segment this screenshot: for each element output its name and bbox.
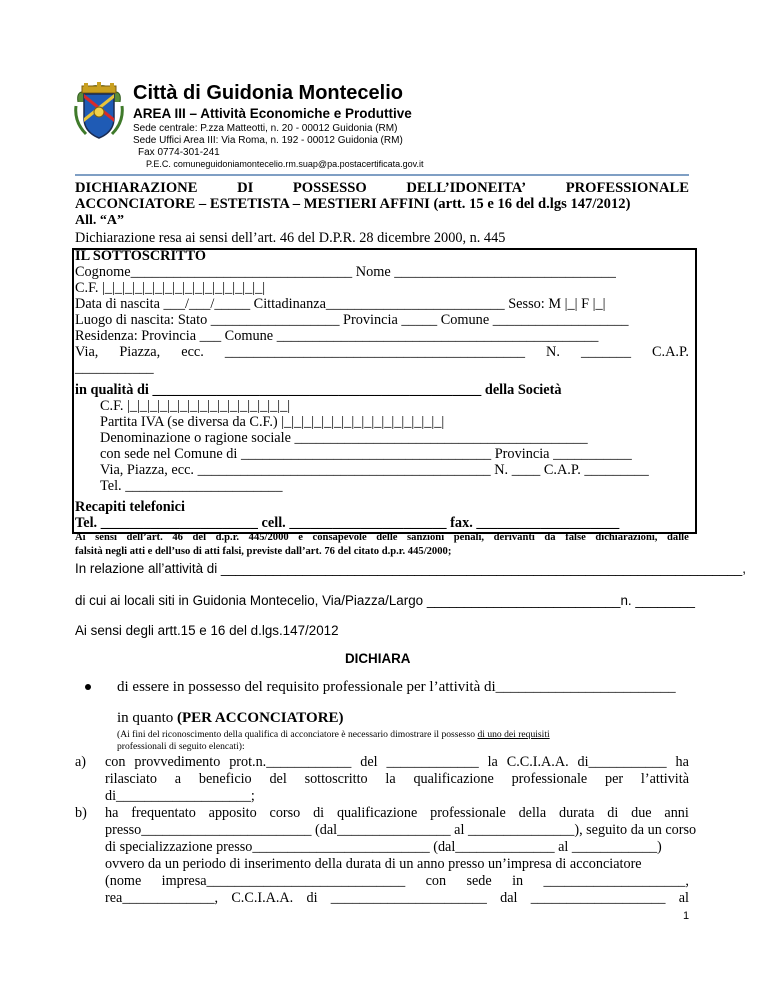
street-word: Piazza,	[119, 344, 161, 360]
birth-date-field[interactable]: Data di nascita ___/___/_____ Cittadinanza_________________________ Sesso: M |_| F |_|	[75, 296, 606, 312]
item-word: ha	[105, 805, 119, 821]
residence-field[interactable]: Residenza: Provincia ___ Comune _____________________________________________	[75, 328, 599, 344]
item-word: di	[306, 890, 318, 906]
item-word: di	[313, 805, 325, 821]
attachment-label: All. “A”	[75, 213, 124, 228]
item-b-line4: ovvero da un periodo di inserimento della durata di un anno presso un’impresa di acconciatore	[105, 856, 642, 872]
item-word: impresa____________________________	[161, 873, 406, 889]
title-word: PROFESSIONALE	[565, 180, 689, 196]
item-a-line2	[105, 771, 689, 788]
item-word: per	[605, 771, 624, 787]
item-word: a	[174, 771, 182, 787]
item-word: due	[631, 805, 652, 821]
warning-word: e	[298, 532, 303, 543]
address-main: Sede centrale: P.zza Matteotti, n. 20 - 00012 Guidonia (RM)	[133, 123, 398, 134]
item-word: frequentato	[131, 805, 196, 821]
legal-warning-line1	[75, 532, 689, 543]
item-word: rea_____________,	[105, 890, 219, 906]
item-word: ____________________,	[543, 873, 689, 889]
birth-place-field[interactable]: Luogo di nascita: Stato __________________ Provincia _____ Comune ___________________	[75, 312, 629, 328]
item-b-line3[interactable]: di specializzazione presso_________________________ (dal______________ al ____________)	[105, 839, 662, 855]
item-word: con	[425, 873, 447, 889]
item-word: del	[269, 771, 287, 787]
item-word: apposito	[208, 805, 257, 821]
warning-word: delle	[376, 532, 398, 543]
professional-requirement-field[interactable]: di essere in possesso del requisito professionale per l’attività di________________________	[117, 679, 676, 695]
street-word: N.	[546, 344, 560, 360]
item-word: beneficio	[198, 771, 252, 787]
contacts-fields[interactable]: Tel. ______________________ cell. ______________________ fax. ____________________	[75, 515, 620, 531]
item-word: professionale	[511, 771, 588, 787]
warning-word: dell’art.	[126, 532, 163, 543]
item-word: in	[512, 873, 524, 889]
item-b-line2[interactable]: presso________________________ (dal________________ al _______________), seguito da un corso	[105, 822, 697, 838]
item-b-line1	[105, 805, 689, 822]
item-word: ______________________	[330, 890, 487, 906]
item-word: al	[678, 890, 689, 906]
postal-code-field[interactable]: ___________	[75, 360, 154, 376]
item-a-line3[interactable]: di___________________;	[105, 788, 255, 804]
fax-number: Fax 0774-301-241	[138, 147, 220, 158]
document-title-line1	[75, 180, 689, 197]
item-word: ___________________	[530, 890, 666, 906]
bullet-icon	[85, 684, 91, 690]
item-word: C.C.I.A.A.	[506, 754, 569, 770]
warning-word: sanzioni	[407, 532, 445, 543]
item-word: anni	[664, 805, 689, 821]
item-word: C.C.I.A.A.	[231, 890, 294, 906]
company-seat-field[interactable]: con sede nel Comune di ___________________________________ Provincia ___________	[100, 446, 632, 462]
warning-word: penali,	[453, 532, 485, 543]
item-word: _____________	[386, 754, 479, 770]
dichiara-heading: DICHIARA	[345, 651, 411, 666]
street-word: ecc.	[181, 344, 204, 360]
warning-word: Ai	[75, 532, 86, 543]
item-word: ha	[675, 754, 689, 770]
warning-word: d.p.r.	[215, 532, 240, 543]
municipal-crest-logo	[72, 82, 126, 142]
acconciatore-line	[117, 710, 344, 727]
item-word: sottoscritto	[304, 771, 368, 787]
vat-number-field[interactable]: Partita IVA (se diversa da C.F.) |_|_|_|_|_|_|_|_|_|_|_|_|_|_|_|_|	[100, 414, 445, 430]
warning-word: derivanti	[493, 532, 535, 543]
title-word: DELL’IDONEITA’	[406, 180, 527, 196]
item-word: rilasciato	[105, 771, 157, 787]
street-word: C.A.P.	[651, 344, 689, 360]
note-underlined: di uno dei requisiti	[477, 729, 550, 740]
warning-word: consapevole	[312, 532, 367, 543]
warning-word: dichiarazioni,	[595, 532, 658, 543]
acconciatore-label: (PER ACCONCIATORE)	[177, 710, 344, 726]
note-line2: professionali di seguito elencati):	[117, 741, 245, 752]
warning-word: 445/2000	[248, 532, 289, 543]
note-text: (Ai fini del riconoscimento della qualifica di acconciatore è necessario dimostrare il possesso	[117, 729, 478, 740]
item-word: di	[607, 805, 619, 821]
header-divider	[75, 174, 689, 176]
sottoscritto-heading: IL SOTTOSCRITTO	[75, 248, 206, 264]
item-b-line6[interactable]	[105, 890, 689, 907]
item-word: prot.n.____________	[229, 754, 352, 770]
department-name: AREA III – Attività Economiche e Produttive	[133, 106, 412, 121]
city-name: Città di Guidonia Montecelio	[133, 82, 403, 104]
crest-icon	[72, 82, 126, 142]
premises-location-field[interactable]: di cui ai locali siti in Guidonia Montecelio, Via/Piazza/Largo __________________________n. ________	[75, 593, 695, 608]
contacts-heading: Recapiti telefonici	[75, 499, 185, 515]
company-phone-field[interactable]: Tel. ______________________	[100, 478, 283, 494]
activity-field[interactable]: In relazione all’attività di ______________________________________________________________________,	[75, 561, 746, 576]
company-name-field[interactable]: Denominazione o ragione sociale _________________________________________	[100, 430, 588, 446]
title-word: DICHIARAZIONE	[75, 180, 198, 196]
street-word: __________________________________________	[224, 344, 526, 360]
item-word: del	[360, 754, 378, 770]
item-word: di___________	[577, 754, 667, 770]
company-address-field[interactable]: Via, Piazza, ecc. _________________________________________ N. ____ C.A.P. _________	[100, 462, 649, 478]
document-title-line2: ACCONCIATORE – ESTETISTA – MESTIERI AFFINI (artt. 15 e 16 del d.lgs 147/2012)	[75, 196, 631, 212]
company-tax-code-field[interactable]: C.F. |_|_|_|_|_|_|_|_|_|_|_|_|_|_|_|_|	[100, 398, 291, 414]
item-word: della	[518, 805, 547, 821]
legal-subtitle: Dichiarazione resa ai sensi dell’art. 46 del D.P.R. 28 dicembre 2000, n. 445	[75, 230, 506, 246]
note-line1	[117, 729, 550, 740]
address-offices: Sede Uffici Area III: Via Roma, n. 192 - 00012 Guidonia (RM)	[133, 135, 403, 146]
company-role-field[interactable]: in qualità di ______________________________________________ della Società	[75, 382, 562, 398]
warning-word: sensi	[95, 532, 117, 543]
legal-warning-line2: falsità negli atti e dell’uso di atti falsi, previste dall’art. 76 del citato d.p.r. 445/2000;	[75, 546, 452, 557]
in-quanto-text: in quanto	[117, 710, 177, 726]
item-word: qualificazione	[336, 805, 418, 821]
warning-word: 46	[172, 532, 183, 543]
item-word: durata	[558, 805, 595, 821]
warning-word: false	[565, 532, 586, 543]
pec-address: P.E.C. comuneguidoniamontecelio.rm.suap@pa.postacertificata.gov.it	[146, 159, 424, 169]
item-a-line1[interactable]	[105, 754, 689, 771]
item-a-label: a)	[75, 754, 87, 770]
street-field[interactable]	[75, 344, 689, 361]
surname-name-field[interactable]: Cognome_______________________________ Nome _______________________________	[75, 264, 616, 280]
item-word: sede	[466, 873, 492, 889]
item-word: la	[385, 771, 396, 787]
item-word: qualificazione	[413, 771, 494, 787]
item-b-line5[interactable]	[105, 873, 689, 890]
item-word: (nome	[105, 873, 142, 889]
item-word: dal	[500, 890, 518, 906]
street-word: _______	[580, 344, 631, 360]
warning-word: da	[544, 532, 556, 543]
item-word: professionale	[430, 805, 506, 821]
warning-word: dalle	[667, 532, 689, 543]
street-word: Via,	[75, 344, 99, 360]
item-word: l’attività	[640, 771, 689, 787]
page-number: 1	[683, 910, 690, 922]
item-b-label: b)	[75, 805, 87, 821]
tax-code-field[interactable]: C.F. |_|_|_|_|_|_|_|_|_|_|_|_|_|_|_|_|	[75, 280, 266, 296]
title-word: DI	[237, 180, 254, 196]
warning-word: del	[192, 532, 207, 543]
title-word: POSSESSO	[292, 180, 367, 196]
item-word: provvedimento	[134, 754, 221, 770]
item-word: corso	[269, 805, 301, 821]
item-word: la	[487, 754, 498, 770]
item-word: con	[105, 754, 126, 770]
legal-reference: Ai sensi degli artt.15 e 16 del d.lgs.147/2012	[75, 623, 339, 638]
